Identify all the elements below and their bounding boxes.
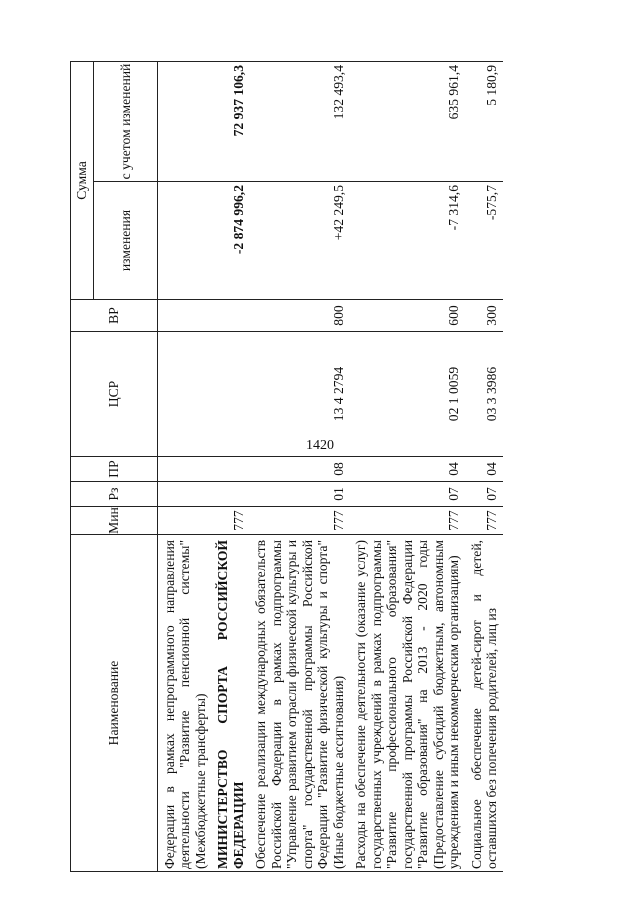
cell-rz: 01 [249,482,349,507]
cell-vr: 300 [465,300,503,332]
table-row [349,62,464,872]
cell-rz: 07 [349,482,464,507]
cell-vr: 800 [249,300,349,332]
header-rz: Рз [71,482,158,507]
cell-min: 777 [349,507,464,535]
cell-name: Социальное обеспечение детей-сирот и детей, оставшихся без попечения родителей, лиц из [465,535,503,872]
cell-change [158,182,212,300]
cell-pr: 08 [249,457,349,482]
cell-change: -7 314,6 [349,182,464,300]
cell-min: 777 [249,507,349,535]
table-row [249,62,349,872]
budget-table [70,61,503,872]
cell-csr: 03 3 3986 [465,332,503,457]
cell-total: 72 937 106,3 [211,62,249,182]
cell-min [158,507,212,535]
cell-total: 5 180,9 [465,62,503,182]
table-row [211,62,249,872]
cell-total: 132 493,4 [249,62,349,182]
table-row [465,62,503,872]
cell-csr [158,332,212,457]
cell-rz: 07 [465,482,503,507]
cell-total [158,62,212,182]
cell-pr: 04 [349,457,464,482]
cell-change: -2 874 996,2 [211,182,249,300]
cell-min: 777 [465,507,503,535]
header-csr: ЦСР [71,332,158,457]
cell-change: +42 249,5 [249,182,349,300]
cell-csr: 13 4 2794 [249,332,349,457]
cell-name: МИНИСТЕРСТВО СПОРТА РОССИЙСКОЙ ФЕДЕРАЦИИ [211,535,249,872]
header-total: с учетом изменений [93,62,157,182]
cell-rz [158,482,212,507]
table-body [158,62,503,872]
header-pr: ПР [71,457,158,482]
cell-name: Обеспечение реализации международных обязательств Российской Федерации в рамках подпрограммы "Управление развитием отрасли физической культуры и спорта" государственной программы Российской Федерации "Развитие физической культуры и спорта" (Иные бюджетные ассигнования) [249,535,349,872]
table-header [71,62,158,872]
cell-vr [211,300,249,332]
header-vr: ВР [71,300,158,332]
cell-pr [211,457,249,482]
cell-pr [158,457,212,482]
cell-vr [158,300,212,332]
table-row [158,62,212,872]
budget-table-rotated [70,62,610,872]
cell-name: Федерации в рамках непрограммного направления деятельности "Развитие пенсионной системы" (Межбюджетные трансферты) [158,535,212,872]
cell-rz [211,482,249,507]
cell-name: Расходы на обеспечение деятельности (оказание услуг) государственных учреждений в рамках подпрограммы "Развитие профессионального образования" государственной программы Российской Федерации "Развитие образования" на 2013 - 2020 годы (Предоставление субсидий бюджетным, автономным учреждениям и иным некоммерческим организациям) [349,535,464,872]
header-change: изменения [93,182,157,300]
cell-csr [211,332,249,457]
cell-total: 635 961,4 [349,62,464,182]
page-number: 1420 [306,438,334,453]
cell-vr: 600 [349,300,464,332]
header-min: Мин [71,507,158,535]
cell-change: -575,7 [465,182,503,300]
cell-pr: 04 [465,457,503,482]
header-summa: Сумма [71,62,94,300]
cell-csr: 02 1 0059 [349,332,464,457]
header-name: Наименование [71,535,158,872]
cell-min: 777 [211,507,249,535]
